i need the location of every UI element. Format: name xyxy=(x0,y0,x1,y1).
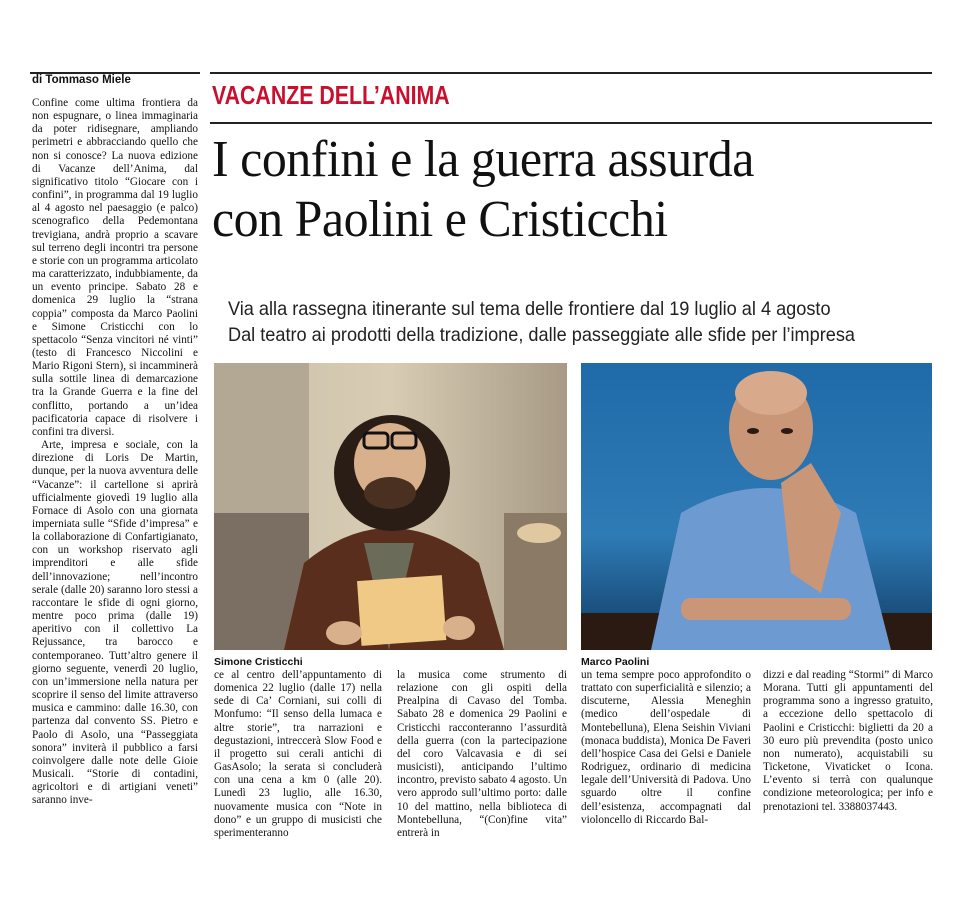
article-column-4 xyxy=(581,669,751,827)
photo-simone-cristicchi xyxy=(214,363,567,650)
paragraph: Arte, impresa e sociale, con la direzione di Loris De Martin, dunque, per la nuova avventura delle “Vacanze”: il cartellone si aprirà ufficialmente giovedì 19 luglio alla Fornace di Asolo con una giornata imperniata sulle “Sfide d’impresa” e la collaborazione di Confartigianato, con un workshop riservato agli imprenditori e alle sfide dell’innovazione; nell’incontro serale (dalle 20) saranno loro stessi a raccontare le sfide di ogni giorno, mentre poco prima (dalle 19) aperitivo con il collettivo La Rejussance, tra barocco e contemporaneo. Tutt’altro genere il giorno seguente, venerdì 20 luglio, con un’immersione nella natura per scoprire il senso del limite attraverso musica e cammino: dalle 16.30, con partenza dal convento SS. Pietro e Paolo di Asolo, una “Passeggiata sonora” inviterà il pubblico a farsi coinvolgere dalle note delle Gioie Musicali. “Storie di contadini, agricoltori e di artigiani veneti” saranno inve- xyxy=(32,439,198,807)
top-rule xyxy=(210,72,932,74)
paragraph: dizzi e dal reading “Stormi” di Marco Morana. Tutti gli appuntamenti del programma sono a ingresso gratuito, a eccezione dello spettacolo di Paolini e Cristicchi: biglietti da 20 a 30 euro più prevendita (posto unico non numerato), acquistabili su Ticketone, Vivaticket o Icona. L’evento si terrà con qualunque condizione meteorologica; per info e prenotazioni tel. 3388037443. xyxy=(763,669,933,813)
portrait-photo-icon xyxy=(214,363,567,650)
paragraph: ce al centro dell’appuntamento di domenica 22 luglio (dalle 17) nella sede di Ca’ Corniani, sui colli di Monfumo: “Il senso della lumaca e altre storie”, tra narrazioni e degustazioni, intreccerà Slow Food e il progetto sui cerali antichi di GasAsolo; la serata si concluderà con una cena a km 0 (alle 20). Lunedì 23 luglio, alle 16.30, nuovamente musica con “Note in dono” e un gruppo di musicisti che sperimenteranno xyxy=(214,669,382,839)
article-column-5 xyxy=(763,669,933,814)
paragraph: la musica come strumento di relazione con gli ospiti della Prealpina di Cavaso del Tomba. Sabato 28 e domenica 29 Paolini e Cristicchi racconteranno l’assurdità della guerra (con la partecipazione del coro Valcavasia e di sei musicisti), anticipando l’ultimo incontro, previsto sabato 4 agosto. Un vero approdo sull’ultimo porto: dalle 10 del mattino, nella biblioteca di Montebelluna, “(Con)fine vita” entrerà in xyxy=(397,669,567,839)
subheadline xyxy=(228,296,948,348)
photo-caption: Simone Cristicchi xyxy=(214,656,303,668)
kicker-rule xyxy=(210,122,932,124)
article-column-2 xyxy=(214,669,382,840)
subheadline-line-2: Dal teatro ai prodotti della tradizione, dalle passeggiate alle sfide per l’impresa xyxy=(228,324,856,346)
byline: di Tommaso Miele xyxy=(32,74,131,86)
paragraph: Confine come ultima frontiera da non espugnare, o linea immaginaria da poter ridisegnare, ampliando perimetri e abbracciando quello che non si conosce? La nuova edizione di Vacanze dell’Anima, dal significativo titolo “Giocare con i confini”, in programma dal 19 luglio al 4 agosto nel paesaggio (e palco) scenografico della Pedemontana trevigiana, andrà proprio a scavare sul terreno degli incontri tra persone e storie con un programma articolato ma caratterizzato, indubbiamente, da un evento principe. Sabato 28 e domenica 29 luglio la “strana coppia” composta da Marco Paolini e Simone Cristicchi con lo spettacolo “Senza vincitori né vinti” (testo di Francesco Niccolini e Mario Rigoni Stern), si incamminerà sulla sottile linea di demarcazione tra la Grande Guerra e la fine del conflitto, portando a un’idea pacificatoria capace di risolvere i confini tra diversi. xyxy=(32,97,198,438)
subheadline-line-1: Via alla rassegna itinerante sul tema delle frontiere dal 19 luglio al 4 agosto xyxy=(228,298,831,320)
portrait-photo-icon xyxy=(581,363,932,650)
headline-line-1: I confini e la guerra assurda xyxy=(212,131,754,188)
photo-caption: Marco Paolini xyxy=(581,656,650,668)
headline xyxy=(212,130,952,250)
paragraph: un tema sempre poco approfondito o trattato con superficialità e silenzio; a discuterne, Alessia Meneghin (medico dell’ospedale di Montebelluna), Elena Seishin Viviani (monaca buddista), Monica De Faveri dell’hospice Casa dei Gelsi e Daniele Rodriguez, ordinario di medicina legale dell’Università di Padova. Uno sguardo oltre il confine dell’esistenza, accompagnati dal violoncello di Riccardo Bal- xyxy=(581,669,751,826)
article-column-1 xyxy=(32,97,198,807)
headline-line-2: con Paolini e Cristicchi xyxy=(212,191,668,248)
photo-marco-paolini xyxy=(581,363,932,650)
article-column-3 xyxy=(397,669,567,840)
kicker: VACANZE DELL’ANIMA xyxy=(212,80,450,110)
